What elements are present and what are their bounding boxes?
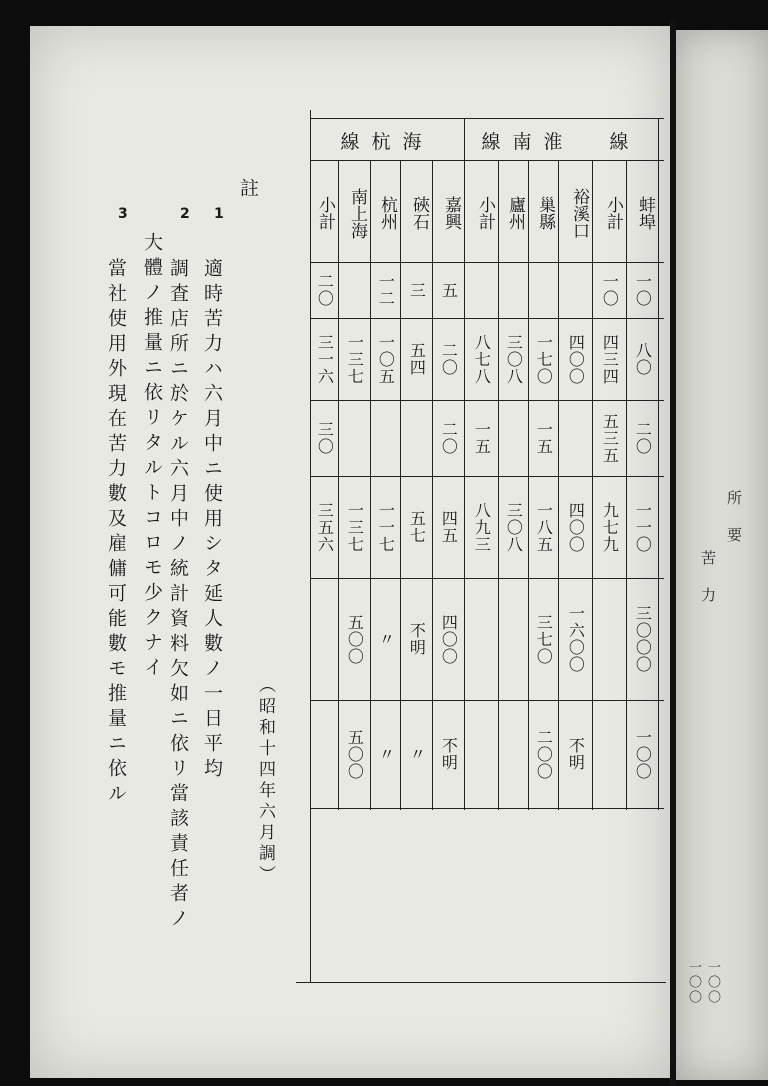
table-cell: 五〇〇 [345,728,365,780]
note-number-2: 2 [180,206,190,222]
col-header-jiaxing: 嘉興 [441,196,461,230]
table-cell: 八七八 [472,333,492,385]
table-cell: 不明 [407,622,427,656]
col-header-nanshanghai: 南上海 [347,187,367,239]
table-cell: 二〇 [439,421,459,455]
table-cell: 一〇五 [376,333,396,385]
table-cell: 一八五 [534,501,554,553]
table-cell: 二〇〇 [534,728,554,780]
table-cell: 一二 [376,273,396,307]
table-cell: 三七〇 [534,613,554,665]
table-cell: 一七〇 [534,333,554,385]
col-header-chaoxian: 巢縣 [535,196,555,230]
table-cell: 二〇 [439,342,459,376]
table-cell: 四〇〇 [566,501,586,553]
table-cell: 八九三 [472,501,492,553]
note-2-text-line1: 調査店所ニ於ケル六月中ノ統計資料欠如ニ依リ當該責任者ノ [167,258,189,933]
col-header-hangzhou: 杭州 [377,196,397,230]
table-cell: 一一七 [376,501,396,553]
table-cell: 五三五 [600,412,620,464]
table-cell: 四〇〇 [439,613,459,665]
table-cell: 五四 [407,342,427,376]
col-header-bengbu: 蚌埠 [635,196,655,230]
table-cell: 三 [407,281,427,299]
group-header-huainan-cont: 線 [609,130,641,153]
table-cell: 〃 [407,745,427,763]
note-1-text: 適時苦力ハ六月中ニ使用シタ延人數ノ一日平均 [201,258,223,783]
table-cell: 〃 [376,745,396,763]
group-header-haihang: 海杭線 [340,130,434,153]
table-cell: 二〇 [315,273,335,307]
adjacent-page [676,30,768,1080]
col-header-xiashi: 硤石 [409,196,429,230]
table-cell: 不明 [439,737,459,771]
table-cell: 一三七 [345,501,365,553]
table-cell: 三〇八 [504,501,524,553]
table-cell: 一〇 [633,273,653,307]
note-3-text: 當社使用外現在苦力數及雇傭可能數モ推量ニ依ル [105,258,127,808]
table-cell: 四三四 [600,333,620,385]
right-fragment-a: 所 要 [725,490,743,544]
note-number-3: 3 [118,206,128,222]
survey-date: （昭和十四年六月調） [255,676,275,886]
note-2-text-line2: 大體ノ推量ニ依リタルトコロモ少クナイ [141,232,163,682]
table-cell: 五〇〇 [345,613,365,665]
table-cell: 九七九 [600,501,620,553]
table-cell: 二〇 [633,421,653,455]
col-header-subtotal: 小計 [475,196,495,230]
table-cell: 四五 [439,510,459,544]
table-cell: 一五 [472,421,492,455]
group-header-huainan: 淮南線 [481,130,575,153]
table-cell: 四〇〇 [566,333,586,385]
note-number-1: 1 [214,206,224,222]
table-cell: 五七 [407,510,427,544]
table-cell: 一三七 [345,333,365,385]
table-cell: 〃 [376,630,396,648]
table-cell: 一〇〇 [633,728,653,780]
table-cell: 八〇 [633,342,653,376]
table-cell: 三〇八 [504,333,524,385]
table-cell: 一一〇 [633,501,653,553]
col-header-luzhou: 廬州 [505,196,525,230]
col-header-subtotal: 小計 [315,196,335,230]
table-cell: 一五 [534,421,554,455]
col-header-yuxikou: 裕溪口 [569,187,589,239]
table-cell: 一〇 [600,273,620,307]
table-cell: 一六〇〇 [566,605,586,673]
table-cell: 三〇〇〇 [633,605,653,673]
right-fragment-c: 一〇〇 一〇〇 [686,960,720,1005]
notes-title: 註 [237,178,259,203]
table-cell: 三五六 [315,501,335,553]
right-fragment-b: 苦 力 [699,550,717,604]
table-cell: 五 [439,281,459,299]
table-cell: 三〇 [315,421,335,455]
col-header-subtotal: 小計 [603,196,623,230]
table-cell: 不明 [566,737,586,771]
table-cell: 三一六 [315,333,335,385]
